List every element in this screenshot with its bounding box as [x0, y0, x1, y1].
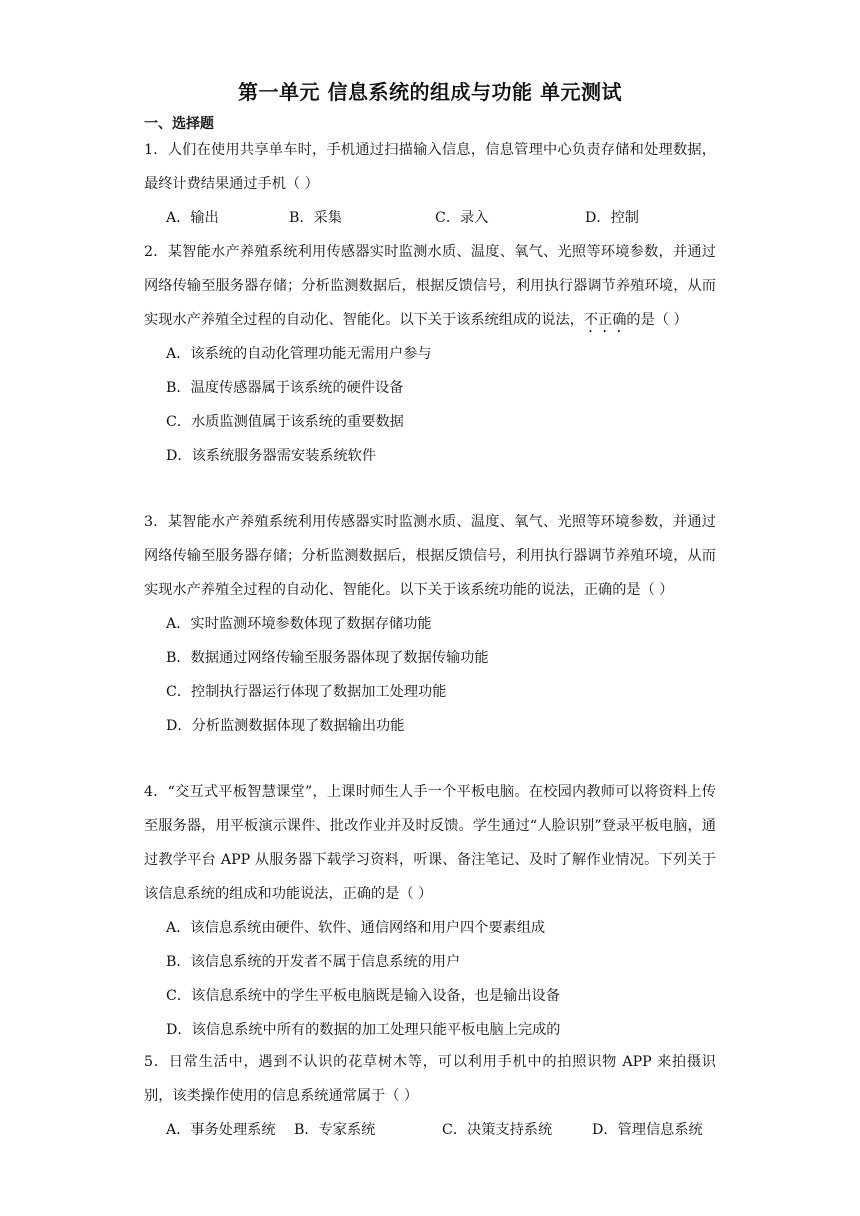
option-c[interactable]: C．该信息系统中的学生平板电脑既是输入设备，也是输出设备 — [166, 988, 560, 1004]
option-c[interactable]: C．决策支持系统 — [442, 1122, 553, 1138]
option-d[interactable]: D．分析监测数据体现了数据输出功能 — [166, 718, 405, 734]
page-title: 第一单元 信息系统的组成与功能 单元测试 — [238, 80, 622, 104]
option-a[interactable]: A．输出 — [166, 210, 219, 226]
section-heading: 一、选择题 — [144, 116, 214, 132]
emphasis-text: 不正确 — [583, 312, 627, 328]
option-a[interactable]: A．该信息系统由硬件、软件、通信网络和用户四个要素组成 — [166, 920, 546, 936]
question-stem — [144, 235, 716, 337]
option-d[interactable]: D．该系统服务器需安装系统软件 — [166, 448, 377, 464]
option-row — [144, 201, 716, 235]
option-b[interactable]: B．该信息系统的开发者不属于信息系统的用户 — [166, 954, 461, 970]
option-c[interactable]: C．录入 — [435, 210, 489, 226]
stem-text-end: 的是（ ） — [626, 312, 688, 328]
option-d[interactable]: D．管理信息系统 — [592, 1122, 703, 1138]
option-a[interactable]: A．实时监测环境参数体现了数据存储功能 — [166, 616, 432, 632]
question-5 — [144, 1045, 716, 1147]
question-3 — [144, 505, 716, 743]
option-c[interactable]: C．控制执行器运行体现了数据加工处理功能 — [166, 684, 447, 700]
option-d[interactable]: D．控制 — [585, 210, 639, 226]
question-4 — [144, 775, 716, 1047]
option-c[interactable]: C．水质监测值属于该系统的重要数据 — [166, 414, 404, 430]
option-b[interactable]: B．采集 — [289, 210, 342, 226]
option-b[interactable]: B．数据通过网络传输至服务器体现了数据传输功能 — [166, 650, 489, 666]
question-2 — [144, 235, 716, 473]
question-stem: 1．人们在使用共享单车时，手机通过扫描输入信息，信息管理中心负责存储和处理数据，最终计费结果通过手机（ ） — [144, 142, 716, 192]
stem-text: 2．某智能水产养殖系统利用传感器实时监测水质、温度、氧气、光照等环境参数，并通过网络传输至服务器存储；分析监测数据后，根据反馈信号，利用执行器调节养殖环境，从而实现水产养殖全过程的自动化、智能化。以下关于该系统组成的说法， — [144, 244, 716, 328]
option-b[interactable]: B．专家系统 — [294, 1122, 376, 1138]
question-stem: 3．某智能水产养殖系统利用传感器实时监测水质、温度、氧气、光照等环境参数，并通过网络传输至服务器存储；分析监测数据后，根据反馈信号，利用执行器调节养殖环境，从而实现水产养殖全过程的自动化、智能化。以下关于该系统功能的说法，正确的是（ ） — [144, 514, 716, 598]
option-d[interactable]: D．该信息系统中所有的数据的加工处理只能平板电脑上完成的 — [166, 1022, 561, 1038]
question-stem: 5．日常生活中，遇到不认识的花草树木等，可以利用手机中的拍照识物 APP 来拍摄识别，该类操作使用的信息系统通常属于（ ） — [144, 1054, 716, 1104]
option-b[interactable]: B．温度传感器属于该系统的硬件设备 — [166, 380, 404, 396]
option-a[interactable]: A．事务处理系统 — [166, 1122, 276, 1138]
option-row — [144, 1113, 716, 1147]
question-1 — [144, 133, 716, 235]
question-stem: 4．“交互式平板智慧课堂”，上课时师生人手一个平板电脑。在校园内教师可以将资料上传至服务器，用平板演示课件、批改作业并及时反馈。学生通过“人脸识别”登录平板电脑，通过教学平台 APP 从服务器下载学习资料，听课、备注笔记、及时了解作业情况。下列关于该信息系统的组成和功能说法，正确的是（ ） — [144, 784, 716, 902]
option-a[interactable]: A．该系统的自动化管理功能无需用户参与 — [166, 346, 432, 362]
